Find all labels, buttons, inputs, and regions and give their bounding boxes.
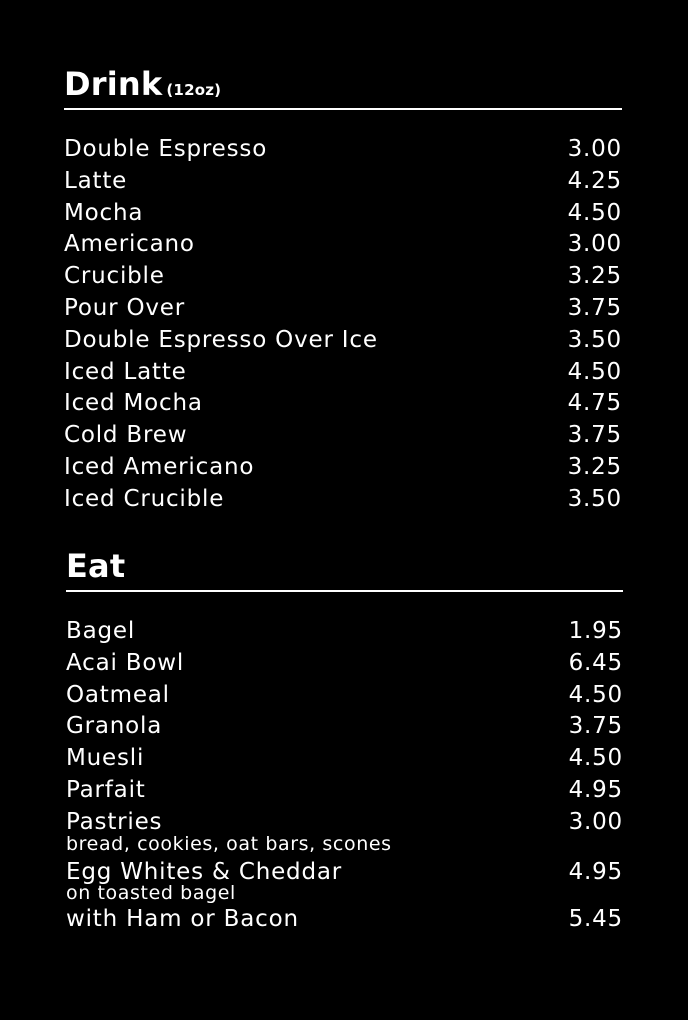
eat-heading — [66, 547, 623, 592]
menu-item-name: Bagel — [66, 618, 136, 644]
menu-item-name: Mocha — [64, 199, 144, 226]
menu-item-name: Iced Latte — [64, 358, 187, 385]
menu-item — [64, 166, 622, 198]
menu-item-price: 4.50 — [568, 681, 623, 708]
menu-item-price: 3.75 — [568, 713, 623, 740]
menu-item-name: Pour Over — [64, 294, 185, 321]
eat-section — [66, 547, 623, 934]
menu-item-name: Double Espresso — [64, 136, 268, 162]
menu-item-description: on toasted bagel — [66, 882, 236, 905]
menu-item-name: Iced Mocha — [64, 390, 203, 417]
menu-item — [64, 420, 622, 452]
menu-item-price: 4.95 — [568, 858, 623, 885]
menu-item — [64, 261, 622, 293]
menu-item-name: Oatmeal — [66, 681, 170, 708]
menu-item-price: 4.50 — [567, 199, 622, 226]
menu-item — [64, 134, 622, 166]
menu-item — [66, 711, 623, 743]
menu-item-price: 3.75 — [567, 422, 622, 449]
menu-item-price: 4.50 — [568, 745, 623, 772]
menu-item-description: bread, cookies, oat bars, scones — [66, 832, 392, 855]
menu-item-price: 4.75 — [567, 390, 622, 417]
menu-item — [66, 775, 623, 807]
menu-item-name: Iced Americano — [64, 453, 255, 480]
drink-title-group — [64, 64, 221, 110]
menu-item-price: 3.50 — [567, 326, 622, 353]
menu-item — [64, 357, 622, 389]
menu-item-name: Parfait — [66, 776, 146, 803]
menu-item-name: Iced Crucible — [64, 485, 225, 512]
menu-item-price: 5.45 — [568, 906, 623, 933]
menu-item-name: Cold Brew — [64, 422, 188, 449]
menu-item-name: Latte — [64, 167, 128, 194]
menu-item-name: Pastries — [66, 808, 163, 835]
menu-item-price: 4.95 — [568, 776, 623, 803]
menu-item — [64, 452, 622, 484]
menu-item-name: Crucible — [64, 263, 165, 290]
menu-item — [64, 325, 622, 357]
menu-item-name: Americano — [64, 231, 195, 258]
menu-item-name: with Ham or Bacon — [66, 906, 299, 933]
menu-item — [66, 648, 623, 680]
menu-item-price: 3.75 — [567, 294, 622, 321]
menu-item — [64, 229, 622, 261]
eat-menu-list — [66, 616, 623, 934]
menu-item-price: 3.50 — [567, 485, 622, 512]
menu-item-price: 6.45 — [568, 649, 623, 676]
menu-item-name: Double Espresso Over Ice — [64, 326, 378, 353]
menu-item-price: 3.25 — [567, 453, 622, 480]
menu-item-price: 4.25 — [567, 167, 622, 194]
menu-item-price: 3.00 — [567, 231, 622, 258]
menu-item-name: Egg Whites & Cheddar — [66, 858, 342, 885]
menu-item-name: Acai Bowl — [66, 649, 185, 676]
menu-item — [66, 680, 623, 712]
menu-item — [64, 293, 622, 325]
menu-item-variant — [66, 904, 623, 934]
menu-item — [64, 388, 622, 420]
menu-item — [64, 198, 622, 230]
menu-item-name: Muesli — [66, 745, 145, 772]
drink-title: Drink — [64, 65, 163, 103]
menu-item-price: 3.25 — [567, 263, 622, 290]
menu-item — [66, 743, 623, 775]
drink-size-label: (12oz) — [166, 81, 222, 99]
menu-item — [64, 484, 622, 516]
menu-item — [66, 616, 623, 648]
menu-item-price: 1.95 — [568, 618, 623, 644]
drink-heading — [64, 65, 622, 110]
menu-item-price: 4.50 — [567, 358, 622, 385]
drink-section — [64, 65, 622, 516]
drink-menu-list — [64, 134, 622, 516]
eat-title: Eat — [66, 547, 126, 585]
menu-item-name: Granola — [66, 713, 163, 740]
menu-item-price: 3.00 — [568, 808, 623, 835]
menu-item-price: 3.00 — [567, 136, 622, 162]
